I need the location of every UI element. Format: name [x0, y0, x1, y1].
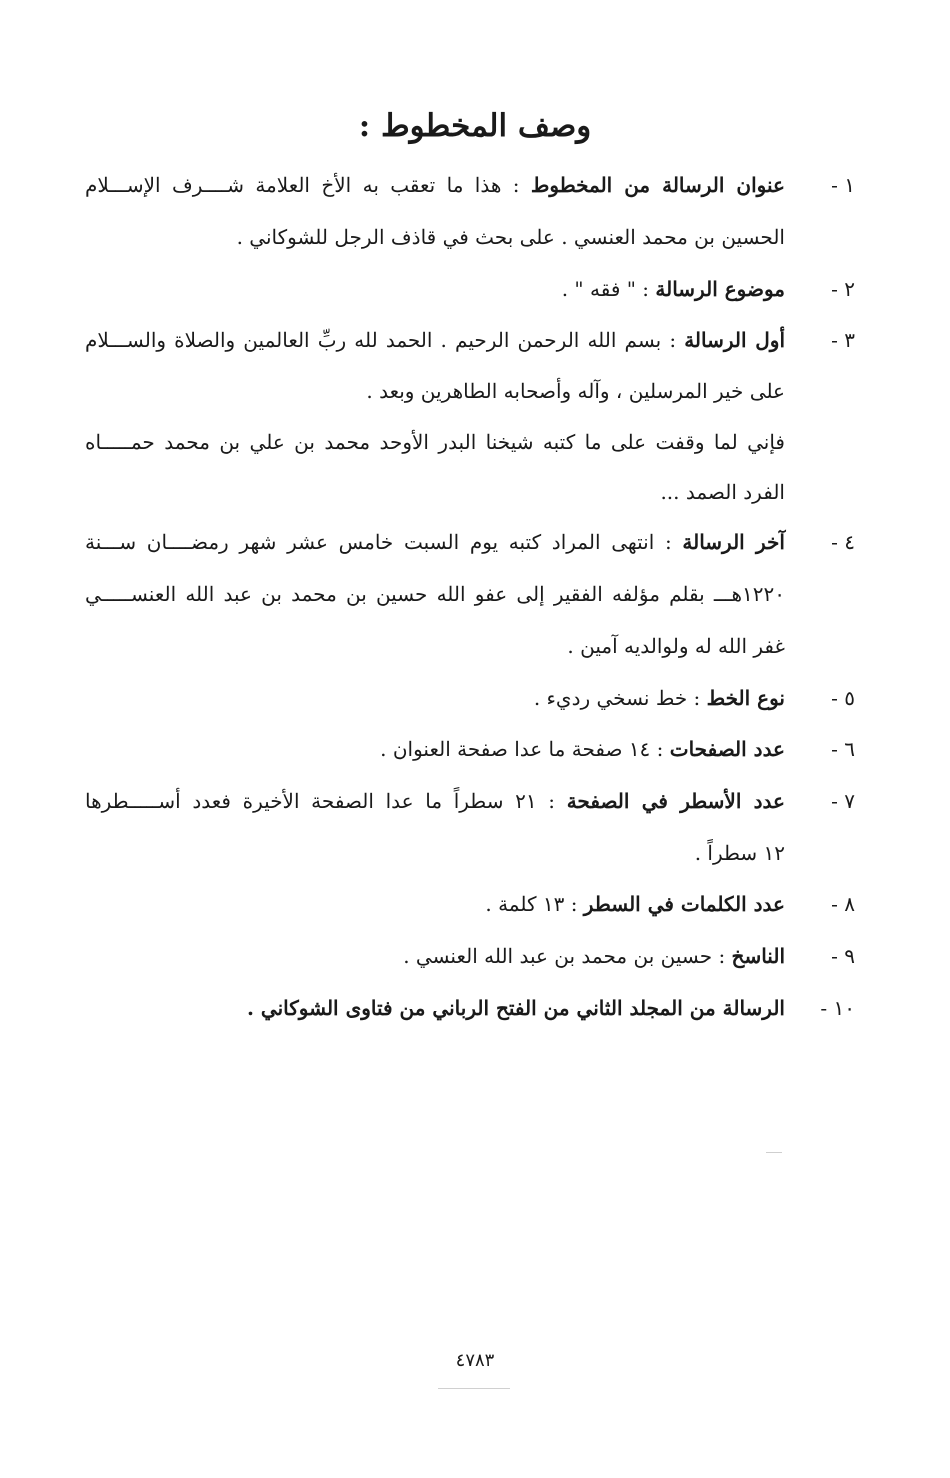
item-number: ١٠ -: [820, 996, 855, 1020]
item-label: نوع الخط: [706, 686, 785, 710]
item-line: [85, 683, 785, 713]
item-text: : " فقه " .: [561, 277, 656, 301]
item-number: ٥ -: [831, 686, 855, 710]
item-number: ١ -: [831, 173, 855, 197]
item-line: [85, 993, 785, 1023]
item-number: ٩ -: [831, 944, 855, 968]
item-number: ٢ -: [831, 277, 855, 301]
item-text: : خط نسخي رديء .: [533, 686, 707, 710]
item-text: : ٢١ سطراً ما عدا الصفحة الأخيرة فعدد أســـــطرها: [85, 789, 567, 813]
item-number: ٨ -: [831, 892, 855, 916]
item-text: : بسم الله الرحمن الرحيم . الحمد لله ربِّ العالمين والصلاة والســـلام: [85, 328, 685, 352]
folio-divider: [438, 1388, 510, 1389]
item-text: : ١٣ كلمة .: [485, 892, 584, 916]
item-label: الناسخ: [731, 944, 785, 968]
item-continuation: غفر الله له ولوالديه آمين .: [567, 634, 785, 658]
item-number: ٧ -: [831, 789, 855, 813]
item-text: : هذا ما تعقب به الأخ العلامة شــــرف الإســـلام: [85, 173, 531, 197]
item-text: : ١٤ صفحة ما عدا صفحة العنوان .: [380, 737, 670, 761]
item-text: : حسين بن محمد بن عبد الله العنسي .: [403, 944, 732, 968]
item-continuation: على خير المرسلين ، وآله وأصحابه الطاهرين وبعد .: [366, 379, 785, 403]
item-label: عدد الكلمات في السطر: [583, 892, 785, 916]
item-number: ٦ -: [831, 737, 855, 761]
item-label: موضوع الرسالة: [655, 277, 785, 301]
item-label: عدد الصفحات: [669, 737, 785, 761]
item-label: أول الرسالة: [684, 328, 786, 352]
item-line: [85, 527, 785, 557]
item-line: [85, 941, 785, 971]
item-number: ٤ -: [831, 530, 855, 554]
item-text: : انتهى المراد كتبه يوم السبت خامس عشر شهر رمضــــان ســـنة: [85, 530, 683, 554]
item-line: [85, 889, 785, 919]
item-line: [85, 325, 785, 355]
item-line: [85, 170, 785, 200]
item-label: عدد الأسطر في الصفحة: [566, 789, 785, 813]
page-number: ٤٧٨٣: [455, 1350, 495, 1371]
item-label: عنوان الرسالة من المخطوط: [530, 173, 785, 197]
item-continuation: ١٢٢٠هـــ بقلم مؤلفه الفقير إلى عفو الله حسين بن محمد بن عبد الله العنســـــي: [85, 582, 785, 606]
item-continuation: الحسين بن محمد العنسي . على بحث في قاذف الرجل للشوكاني .: [236, 225, 785, 249]
item-label: الرسالة من المجلد الثاني من الفتح الرباني من فتاوى الشوكاني .: [247, 996, 785, 1020]
item-line: [85, 734, 785, 764]
item-continuation: فإني لما وقفت على ما كتبه شيخنا البدر الأوحد محمد بن علي بن محمد حمـــــاه: [85, 430, 785, 454]
item-continuation: ١٢ سطراً .: [694, 841, 785, 865]
item-continuation: الفرد الصمد ...: [660, 480, 785, 504]
scan-speck: [766, 1152, 782, 1153]
section-title: وصف المخطوط :: [358, 108, 592, 144]
item-line: [85, 274, 785, 304]
item-label: آخر الرسالة: [682, 530, 785, 554]
item-line: [85, 786, 785, 816]
item-number: ٣ -: [831, 328, 855, 352]
